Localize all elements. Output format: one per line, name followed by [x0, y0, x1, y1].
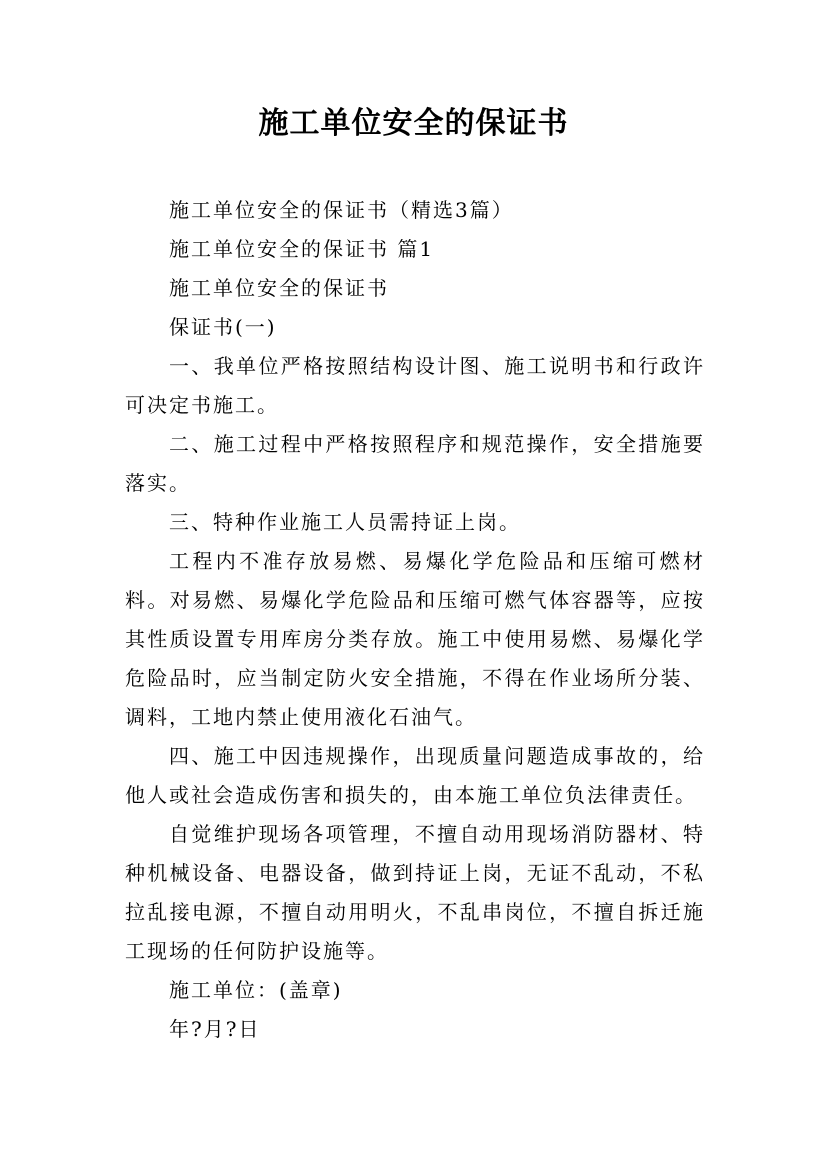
paragraph-item-1: 一、我单位严格按照结构设计图、施工说明书和行政许可决定书施工。 [125, 354, 705, 417]
paragraph-site-management: 自觉维护现场各项管理，不擅自动用现场消防器材、特种机械设备、电器设备，做到持证上岗，无证不乱动，不私拉乱接电源，不擅自动用明火，不乱串岗位，不擅自拆迁施工现场的任何防护设施等。 [125, 822, 705, 963]
document-title: 施工单位安全的保证书 [258, 106, 569, 141]
paragraph-item-2: 二、施工过程中严格按照程序和规范操作，安全措施要落实。 [125, 432, 705, 495]
paragraph-item-3: 三、特种作业施工人员需持证上岗。 [169, 510, 521, 534]
paragraph-item-4: 四、施工中因违规操作，出现质量问题造成事故的，给他人或社会造成伤害和损失的，由本施工单位负法律责任。 [125, 744, 705, 807]
paragraph-signature-unit: 施工单位：(盖章) [169, 978, 343, 1002]
paragraph-subtitle: 施工单位安全的保证书 [169, 276, 389, 300]
paragraph-heading-part1: 施工单位安全的保证书 篇1 [169, 237, 435, 261]
paragraph-hazardous-materials: 工程内不准存放易燃、易爆化学危险品和压缩可燃材料。对易燃、易爆化学危险品和压缩可燃气体容器等，应按其性质设置专用库房分类存放。施工中使用易燃、易爆化学危险品时，应当制定防火安全措施，不得在作业场所分装、调料，工地内禁止使用液化石油气。 [125, 549, 705, 729]
paragraph-heading-selected: 施工单位安全的保证书（精选3篇） [169, 198, 514, 222]
paragraph-section-label: 保证书(一) [169, 315, 277, 339]
paragraph-date: 年?月?日 [169, 1017, 261, 1041]
document-body [125, 191, 705, 1049]
